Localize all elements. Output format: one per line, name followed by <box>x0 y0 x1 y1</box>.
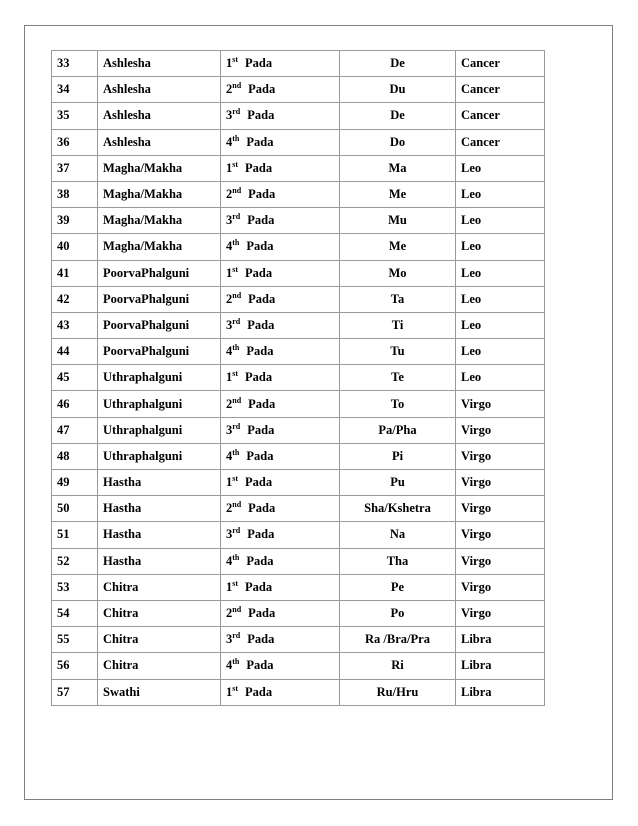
zodiac-sign-cell: Virgo <box>456 522 545 548</box>
pada-ordinal-suffix: rd <box>232 316 241 326</box>
nakshatra-cell: Magha/Makha <box>98 208 221 234</box>
pada-ordinal-suffix: th <box>232 447 240 457</box>
pada-cell <box>221 391 340 417</box>
row-number-cell: 44 <box>52 339 98 365</box>
pada-ordinal-suffix: rd <box>232 526 241 536</box>
zodiac-sign-cell: Cancer <box>456 51 545 77</box>
syllable-cell: Mu <box>340 208 456 234</box>
pada-word: Pada <box>247 317 275 332</box>
pada-number: 1 <box>226 475 233 490</box>
pada-ordinal-suffix: st <box>232 578 239 588</box>
pada-cell <box>221 181 340 207</box>
zodiac-sign-cell: Leo <box>456 339 545 365</box>
pada-word: Pada <box>245 475 273 490</box>
zodiac-sign-cell: Cancer <box>456 77 545 103</box>
pada-ordinal-suffix: nd <box>232 185 242 195</box>
pada-word: Pada <box>246 658 274 673</box>
nakshatra-pada-table <box>51 50 545 706</box>
pada-cell <box>221 339 340 365</box>
row-number-cell: 33 <box>52 51 98 77</box>
zodiac-sign-cell: Virgo <box>456 548 545 574</box>
nakshatra-cell: Magha/Makha <box>98 155 221 181</box>
pada-cell <box>221 103 340 129</box>
pada-word: Pada <box>248 606 276 621</box>
pada-number: 3 <box>226 527 233 542</box>
row-number-cell: 53 <box>52 574 98 600</box>
pada-word: Pada <box>245 160 273 175</box>
zodiac-sign-cell: Libra <box>456 679 545 705</box>
zodiac-sign-cell: Leo <box>456 234 545 260</box>
row-number-cell: 47 <box>52 417 98 443</box>
nakshatra-cell: Ashlesha <box>98 77 221 103</box>
row-number-cell: 40 <box>52 234 98 260</box>
pada-ordinal-suffix: th <box>232 657 240 667</box>
pada-cell <box>221 155 340 181</box>
pada-cell <box>221 51 340 77</box>
table-row <box>52 417 545 443</box>
zodiac-sign-cell: Virgo <box>456 391 545 417</box>
nakshatra-cell: Chitra <box>98 653 221 679</box>
pada-ordinal-suffix: th <box>232 133 240 143</box>
table-row <box>52 496 545 522</box>
zodiac-sign-cell: Leo <box>456 260 545 286</box>
syllable-cell: Do <box>340 129 456 155</box>
zodiac-sign-cell: Leo <box>456 181 545 207</box>
pada-number: 4 <box>226 239 233 254</box>
zodiac-sign-cell: Virgo <box>456 443 545 469</box>
pada-ordinal-suffix: st <box>232 159 239 169</box>
pada-number: 1 <box>226 265 233 280</box>
pada-number: 2 <box>226 291 233 306</box>
table-row <box>52 129 545 155</box>
pada-number: 4 <box>226 658 233 673</box>
pada-ordinal-suffix: nd <box>232 500 242 510</box>
nakshatra-cell: PoorvaPhalguni <box>98 339 221 365</box>
pada-ordinal-suffix: rd <box>232 212 241 222</box>
table-row <box>52 51 545 77</box>
nakshatra-cell: Uthraphalguni <box>98 365 221 391</box>
syllable-cell: Ri <box>340 653 456 679</box>
nakshatra-cell: PoorvaPhalguni <box>98 312 221 338</box>
pada-word: Pada <box>248 501 276 516</box>
pada-cell <box>221 365 340 391</box>
syllable-cell: Sha/Kshetra <box>340 496 456 522</box>
pada-number: 2 <box>226 82 233 97</box>
pada-number: 2 <box>226 501 233 516</box>
table-body <box>52 51 545 706</box>
pada-number: 2 <box>226 187 233 202</box>
table-row <box>52 234 545 260</box>
row-number-cell: 56 <box>52 653 98 679</box>
syllable-cell: Ru/Hru <box>340 679 456 705</box>
syllable-cell: Ta <box>340 286 456 312</box>
pada-cell <box>221 522 340 548</box>
pada-number: 1 <box>226 56 233 71</box>
row-number-cell: 45 <box>52 365 98 391</box>
nakshatra-cell: Uthraphalguni <box>98 417 221 443</box>
table-row <box>52 679 545 705</box>
pada-cell <box>221 653 340 679</box>
pada-ordinal-suffix: nd <box>232 395 242 405</box>
nakshatra-cell: Magha/Makha <box>98 234 221 260</box>
pada-cell <box>221 470 340 496</box>
pada-number: 2 <box>226 606 233 621</box>
pada-cell <box>221 129 340 155</box>
row-number-cell: 52 <box>52 548 98 574</box>
pada-number: 4 <box>226 448 233 463</box>
syllable-cell: Du <box>340 77 456 103</box>
pada-cell <box>221 208 340 234</box>
nakshatra-cell: Hastha <box>98 496 221 522</box>
nakshatra-cell: Hastha <box>98 522 221 548</box>
syllable-cell: Te <box>340 365 456 391</box>
nakshatra-cell: PoorvaPhalguni <box>98 286 221 312</box>
syllable-cell: Tu <box>340 339 456 365</box>
syllable-cell: Ma <box>340 155 456 181</box>
syllable-cell: Pu <box>340 470 456 496</box>
syllable-cell: Ra /Bra/Pra <box>340 627 456 653</box>
table-row <box>52 77 545 103</box>
table-row <box>52 312 545 338</box>
nakshatra-cell: Chitra <box>98 627 221 653</box>
syllable-cell: De <box>340 103 456 129</box>
row-number-cell: 48 <box>52 443 98 469</box>
zodiac-sign-cell: Virgo <box>456 496 545 522</box>
table-row <box>52 181 545 207</box>
table-row <box>52 522 545 548</box>
row-number-cell: 51 <box>52 522 98 548</box>
pada-ordinal-suffix: st <box>232 264 239 274</box>
nakshatra-cell: PoorvaPhalguni <box>98 260 221 286</box>
table-row <box>52 600 545 626</box>
row-number-cell: 41 <box>52 260 98 286</box>
pada-ordinal-suffix: rd <box>232 107 241 117</box>
pada-number: 3 <box>226 213 233 228</box>
syllable-cell: To <box>340 391 456 417</box>
table-row <box>52 208 545 234</box>
table-row <box>52 155 545 181</box>
pada-cell <box>221 260 340 286</box>
syllable-cell: De <box>340 51 456 77</box>
table-row <box>52 574 545 600</box>
pada-ordinal-suffix: st <box>232 473 239 483</box>
pada-word: Pada <box>247 527 275 542</box>
pada-number: 4 <box>226 134 233 149</box>
row-number-cell: 50 <box>52 496 98 522</box>
table-row <box>52 286 545 312</box>
pada-word: Pada <box>246 134 274 149</box>
pada-number: 2 <box>226 396 233 411</box>
syllable-cell: Po <box>340 600 456 626</box>
table-row <box>52 260 545 286</box>
row-number-cell: 54 <box>52 600 98 626</box>
pada-ordinal-suffix: th <box>232 343 240 352</box>
table-row <box>52 653 545 679</box>
pada-number: 1 <box>226 579 233 594</box>
pada-cell <box>221 312 340 338</box>
nakshatra-cell: Uthraphalguni <box>98 443 221 469</box>
pada-cell <box>221 496 340 522</box>
pada-ordinal-suffix: rd <box>232 631 241 641</box>
zodiac-sign-cell: Leo <box>456 286 545 312</box>
table-row <box>52 627 545 653</box>
pada-word: Pada <box>248 82 276 97</box>
syllable-cell: Tha <box>340 548 456 574</box>
syllable-cell: Ti <box>340 312 456 338</box>
pada-cell <box>221 234 340 260</box>
syllable-cell: Me <box>340 234 456 260</box>
pada-word: Pada <box>245 265 273 280</box>
row-number-cell: 36 <box>52 129 98 155</box>
zodiac-sign-cell: Virgo <box>456 417 545 443</box>
table-row <box>52 339 545 365</box>
row-number-cell: 49 <box>52 470 98 496</box>
syllable-cell: Me <box>340 181 456 207</box>
row-number-cell: 57 <box>52 679 98 705</box>
row-number-cell: 46 <box>52 391 98 417</box>
pada-number: 3 <box>226 422 233 437</box>
nakshatra-cell: Ashlesha <box>98 103 221 129</box>
pada-cell <box>221 417 340 443</box>
pada-word: Pada <box>248 396 276 411</box>
nakshatra-cell: Swathi <box>98 679 221 705</box>
pada-cell <box>221 548 340 574</box>
pada-number: 4 <box>226 344 233 359</box>
row-number-cell: 37 <box>52 155 98 181</box>
zodiac-sign-cell: Cancer <box>456 103 545 129</box>
pada-word: Pada <box>246 553 274 568</box>
row-number-cell: 55 <box>52 627 98 653</box>
nakshatra-cell: Chitra <box>98 600 221 626</box>
pada-ordinal-suffix: rd <box>232 421 241 431</box>
zodiac-sign-cell: Leo <box>456 208 545 234</box>
table-row <box>52 443 545 469</box>
pada-cell <box>221 574 340 600</box>
zodiac-sign-cell: Cancer <box>456 129 545 155</box>
nakshatra-cell: Magha/Makha <box>98 181 221 207</box>
nakshatra-cell: Hastha <box>98 470 221 496</box>
pada-ordinal-suffix: st <box>232 683 239 693</box>
table-row <box>52 548 545 574</box>
pada-number: 1 <box>226 684 233 699</box>
nakshatra-cell: Hastha <box>98 548 221 574</box>
pada-word: Pada <box>247 632 275 647</box>
pada-word: Pada <box>246 239 274 254</box>
pada-cell <box>221 679 340 705</box>
pada-cell <box>221 627 340 653</box>
table-row <box>52 391 545 417</box>
pada-ordinal-suffix: nd <box>232 81 242 91</box>
pada-word: Pada <box>246 448 274 463</box>
pada-word: Pada <box>248 291 276 306</box>
pada-ordinal-suffix: nd <box>232 604 242 614</box>
pada-cell <box>221 77 340 103</box>
pada-word: Pada <box>246 344 274 359</box>
zodiac-sign-cell: Libra <box>456 653 545 679</box>
syllable-cell: Pi <box>340 443 456 469</box>
table-row <box>52 470 545 496</box>
pada-number: 1 <box>226 370 233 385</box>
row-number-cell: 38 <box>52 181 98 207</box>
zodiac-sign-cell: Leo <box>456 365 545 391</box>
row-number-cell: 39 <box>52 208 98 234</box>
syllable-cell: Pe <box>340 574 456 600</box>
pada-ordinal-suffix: th <box>232 238 240 248</box>
pada-word: Pada <box>247 108 275 123</box>
syllable-cell: Na <box>340 522 456 548</box>
pada-word: Pada <box>245 56 273 71</box>
pada-cell <box>221 600 340 626</box>
pada-word: Pada <box>247 213 275 228</box>
pada-ordinal-suffix: nd <box>232 290 242 300</box>
pada-number: 3 <box>226 317 233 332</box>
nakshatra-cell: Ashlesha <box>98 51 221 77</box>
pada-number: 1 <box>226 160 233 175</box>
zodiac-sign-cell: Virgo <box>456 574 545 600</box>
syllable-cell: Mo <box>340 260 456 286</box>
zodiac-sign-cell: Leo <box>456 155 545 181</box>
table-row <box>52 365 545 391</box>
row-number-cell: 42 <box>52 286 98 312</box>
zodiac-sign-cell: Virgo <box>456 600 545 626</box>
pada-number: 3 <box>226 108 233 123</box>
row-number-cell: 35 <box>52 103 98 129</box>
row-number-cell: 34 <box>52 77 98 103</box>
pada-word: Pada <box>248 187 276 202</box>
zodiac-sign-cell: Leo <box>456 312 545 338</box>
pada-word: Pada <box>245 684 273 699</box>
pada-ordinal-suffix: th <box>232 552 240 562</box>
nakshatra-cell: Ashlesha <box>98 129 221 155</box>
zodiac-sign-cell: Libra <box>456 627 545 653</box>
pada-cell <box>221 286 340 312</box>
pada-number: 4 <box>226 553 233 568</box>
pada-ordinal-suffix: st <box>232 54 239 64</box>
zodiac-sign-cell: Virgo <box>456 470 545 496</box>
table-row <box>52 103 545 129</box>
row-number-cell: 43 <box>52 312 98 338</box>
pada-cell <box>221 443 340 469</box>
pada-ordinal-suffix: st <box>232 369 239 379</box>
pada-number: 3 <box>226 632 233 647</box>
pada-word: Pada <box>247 422 275 437</box>
syllable-cell: Pa/Pha <box>340 417 456 443</box>
nakshatra-cell: Chitra <box>98 574 221 600</box>
pada-word: Pada <box>245 370 273 385</box>
nakshatra-cell: Uthraphalguni <box>98 391 221 417</box>
pada-word: Pada <box>245 579 273 594</box>
